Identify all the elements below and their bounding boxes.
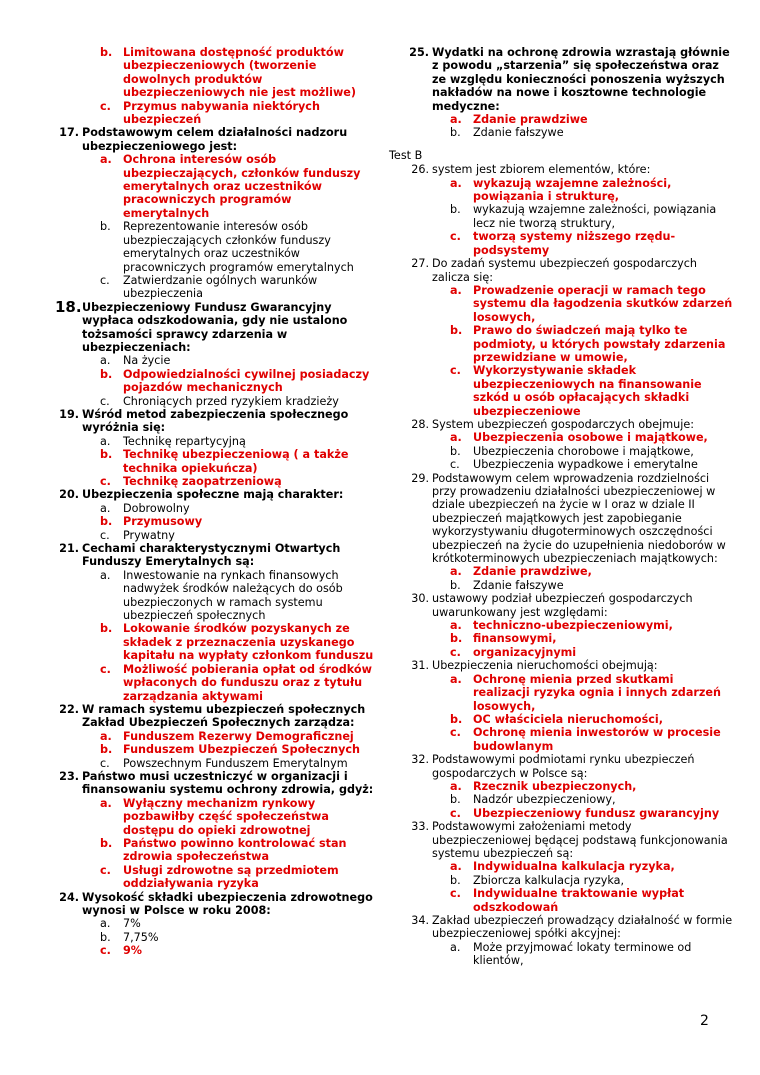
answer-option xyxy=(55,569,380,623)
question-block xyxy=(55,770,380,891)
answer-option xyxy=(389,632,734,645)
option-letter: a. xyxy=(450,779,462,793)
option-text-correct: Ochrona interesów osób ubezpieczających, członków funduszy emerytalnych oraz uczestników pracowniczych programów emerytalnych xyxy=(123,153,361,220)
option-letter: b. xyxy=(450,203,461,217)
question xyxy=(389,472,734,566)
question xyxy=(55,703,380,730)
question xyxy=(389,592,734,619)
option-letter: a. xyxy=(100,729,112,743)
option-letter: b. xyxy=(100,515,113,529)
option-text-correct: Technikę zaopatrzeniową xyxy=(123,475,282,488)
answer-option xyxy=(389,458,734,471)
option-text-correct: tworzą systemy niższego rzędu- podsystemy xyxy=(473,230,676,257)
option-text-correct: Wyłączny mechanizm rynkowy pozbawiłby część społeczeństwa dostępu do opieki zdrowotnej xyxy=(123,796,329,837)
question-text: Podstawowym celem działalności nadzoru ubezpieczeniowego jest: xyxy=(82,126,348,153)
option-letter: b. xyxy=(100,622,113,636)
answer-option xyxy=(389,565,734,578)
option-letter: c. xyxy=(450,458,460,472)
answer-option xyxy=(389,579,734,592)
answer-option xyxy=(389,673,734,713)
answer-options xyxy=(55,569,380,703)
option-text: Reprezentowanie interesów osób ubezpieczających członków funduszy emerytalnych oraz uczestników pracowniczych programów emerytalnych xyxy=(123,220,354,274)
question xyxy=(389,659,734,672)
answer-options xyxy=(389,673,734,753)
answer-option xyxy=(389,713,734,726)
option-text: Zdanie fałszywe xyxy=(473,126,564,140)
option-text-correct: Indywidualna kalkulacja ryzyka, xyxy=(473,860,675,874)
option-letter: b. xyxy=(100,448,113,462)
answer-option xyxy=(389,726,734,753)
option-text: Ubezpieczenia chorobowe i majątkowe, xyxy=(473,444,694,458)
option-text-correct: Ochronę mienia przed skutkami realizacji ryzyka ognia i innych zdarzeń losowych, xyxy=(473,672,721,713)
question-block xyxy=(389,418,734,472)
option-letter: c. xyxy=(100,273,110,287)
question xyxy=(55,891,380,918)
option-text: Inwestowanie na rynkach finansowych nadwyżek środków należących do osób ubezpieczonych w ramach systemu ubezpieczeń społecznych xyxy=(123,568,343,623)
option-letter: b. xyxy=(450,324,463,338)
question-block xyxy=(55,542,380,703)
answer-option xyxy=(389,780,734,793)
question-block xyxy=(389,257,734,418)
option-text: Chroniących przed ryzykiem kradzieży xyxy=(123,394,339,408)
answer-option xyxy=(55,529,380,542)
question xyxy=(389,163,734,176)
answer-options xyxy=(55,354,380,408)
answer-option xyxy=(55,435,380,448)
option-letter: b. xyxy=(450,126,461,140)
answer-option xyxy=(55,475,380,488)
option-text-correct: Państwo powinno kontrolować stan zdrowia społeczeństwa xyxy=(123,836,347,864)
option-text-correct: Funduszem Ubezpieczeń Społecznych xyxy=(123,743,360,757)
question-number: 32. xyxy=(411,753,429,767)
option-letter: c. xyxy=(450,887,461,901)
question-number: 34. xyxy=(411,914,429,927)
answer-options xyxy=(55,917,380,957)
question-number: 24. xyxy=(59,890,79,904)
answer-option xyxy=(55,730,380,743)
question-block xyxy=(55,126,380,300)
option-text-correct: Technikę ubezpieczeniową ( a także technika opiekuńcza) xyxy=(123,448,349,475)
option-text-correct: 9% xyxy=(123,944,142,958)
answer-option xyxy=(55,220,380,274)
option-letter: b. xyxy=(450,578,461,592)
option-letter: b. xyxy=(450,712,463,726)
option-letter: a. xyxy=(100,501,111,515)
option-text-correct: organizacyjnymi xyxy=(473,645,577,659)
question xyxy=(55,488,380,501)
answer-option xyxy=(389,364,734,418)
question xyxy=(389,753,734,780)
option-text-correct: Odpowiedzialności cywilnej posiadaczy pojazdów mechanicznych xyxy=(123,367,370,395)
option-text-correct: finansowymi, xyxy=(473,632,557,646)
answer-options xyxy=(389,565,734,592)
answer-option xyxy=(55,663,380,703)
answer-option xyxy=(389,807,734,820)
option-letter: c. xyxy=(450,806,461,820)
option-text: wykazują wzajemne zależności, powiązania lecz nie tworzą struktury, xyxy=(473,203,717,230)
option-text-correct: wykazują wzajemne zależności, powiązania i strukturę, xyxy=(473,176,672,204)
question-text: Wydatki na ochronę zdrowia wzrastają głównie z powodu „starzenia” się społeczeństwa oraz ze względu konieczności ponoszenia wyższych nakładów na nowe i kosztowne technologie medyczne: xyxy=(432,46,730,113)
option-letter: a. xyxy=(450,565,462,579)
answer-option xyxy=(389,113,734,126)
question xyxy=(389,46,734,113)
question-block xyxy=(55,891,380,958)
answer-option xyxy=(389,431,734,444)
answer-option xyxy=(55,837,380,864)
option-text-correct: OC właściciela nieruchomości, xyxy=(473,712,663,726)
question-text: Ubezpieczeniowy Fundusz Gwarancyjny wypłaca odszkodowania, gdy nie ustalono tożsamości sprawcy zdarzenia w ubezpieczeniach: xyxy=(82,300,348,354)
option-text-correct: Ochronę mienia inwestorów w procesie budowlanym xyxy=(473,726,721,753)
question-block xyxy=(389,914,734,968)
answer-option xyxy=(55,354,380,367)
answer-options xyxy=(389,113,734,140)
question-number: 26. xyxy=(411,163,429,177)
question-text: Cechami charakterystycznymi Otwartych Funduszy Emerytalnych są: xyxy=(82,542,341,569)
question-number: 22. xyxy=(59,702,79,716)
answer-option xyxy=(55,515,380,528)
option-letter: c. xyxy=(100,394,110,408)
option-letter: c. xyxy=(450,726,461,740)
answer-options xyxy=(389,860,734,914)
option-letter: b. xyxy=(450,793,461,807)
question-text: Ubezpieczenia nieruchomości obejmują: xyxy=(432,659,658,673)
option-letter: c. xyxy=(450,364,461,378)
option-text: Powszechnym Funduszem Emerytalnym xyxy=(123,756,348,770)
option-text-correct: Przymusowy xyxy=(123,515,203,529)
option-text-correct: Ubezpieczeniowy fundusz gwarancyjny xyxy=(473,806,720,820)
option-letter: b. xyxy=(450,873,461,887)
answer-option xyxy=(389,793,734,806)
question-number: 20. xyxy=(59,488,79,502)
option-text: Zdanie fałszywe xyxy=(473,578,564,592)
question-number: 23. xyxy=(59,769,79,783)
option-letter: c. xyxy=(100,475,111,488)
answer-options xyxy=(389,177,734,257)
answer-option xyxy=(55,757,380,770)
question-number: 29. xyxy=(411,471,429,485)
option-letter: b. xyxy=(100,220,111,234)
question xyxy=(55,542,380,569)
answer-option xyxy=(55,622,380,662)
answer-option xyxy=(389,874,734,887)
question-number: 31. xyxy=(411,659,429,673)
option-text-correct: Prowadzenie operacji w ramach tego systemu dla łagodzenia skutków zdarzeń losowych, xyxy=(473,283,733,324)
answer-option xyxy=(389,230,734,257)
answer-option xyxy=(389,177,734,204)
question-text: Podstawowymi podmiotami rynku ubezpieczeń gospodarczych w Polsce są: xyxy=(432,753,695,780)
answer-option xyxy=(389,284,734,324)
question xyxy=(389,418,734,431)
question xyxy=(55,126,380,153)
option-text-correct: Zdanie prawdziwe, xyxy=(473,565,592,579)
question-block xyxy=(55,297,380,408)
answer-option xyxy=(389,324,734,364)
question-number: 25. xyxy=(409,46,429,59)
question-number: 18. xyxy=(55,297,82,316)
question xyxy=(389,257,734,284)
option-text: Nadzór ubezpieczeniowy, xyxy=(473,793,616,807)
answer-options xyxy=(389,941,734,968)
question xyxy=(55,770,380,797)
question-text: Wysokość składki ubezpieczenia zdrowotnego wynosi w Polsce w roku 2008: xyxy=(82,890,373,917)
answer-options xyxy=(55,797,380,891)
option-letter: a. xyxy=(450,860,462,874)
question-block xyxy=(389,820,734,914)
question-number: 28. xyxy=(411,417,429,431)
question-block xyxy=(389,46,734,140)
option-letter: c. xyxy=(450,645,461,659)
option-letter: c. xyxy=(100,863,111,877)
option-text-correct: Rzecznik ubezpieczonych, xyxy=(473,779,637,793)
option-letter: b. xyxy=(100,46,113,59)
answer-option xyxy=(389,619,734,632)
answer-options xyxy=(55,502,380,542)
option-letter: b. xyxy=(100,930,111,944)
option-letter: a. xyxy=(450,176,462,190)
option-letter: b. xyxy=(100,836,113,850)
option-letter: a. xyxy=(100,354,111,368)
answer-options xyxy=(55,153,380,300)
option-text: Zbiorcza kalkulacja ryzyka, xyxy=(473,873,625,887)
option-letter: a. xyxy=(100,153,112,167)
question-number: 33. xyxy=(411,820,429,834)
question xyxy=(389,820,734,860)
option-letter: c. xyxy=(100,756,110,770)
answer-option xyxy=(55,797,380,837)
question-text: system jest zbiorem elementów, które: xyxy=(432,163,651,177)
option-text: Może przyjmować lokaty terminowe od klientów, xyxy=(473,940,692,968)
question xyxy=(55,297,380,355)
option-text-correct: Zdanie prawdziwe xyxy=(473,113,588,127)
option-text: Zatwierdzanie ogólnych warunków ubezpieczenia xyxy=(123,273,318,301)
section-heading: Test B xyxy=(389,148,423,162)
answer-options xyxy=(389,431,734,471)
option-text: Na życie xyxy=(123,354,171,368)
question-block xyxy=(55,488,380,542)
question-number: 17. xyxy=(59,126,79,140)
right-column xyxy=(389,46,734,968)
answer-options xyxy=(55,435,380,489)
answer-option xyxy=(55,931,380,944)
question-text: Podstawowymi założeniami metody ubezpieczeniowej będącej podstawą funkcjonowania systemu ubezpieczeń są: xyxy=(432,820,728,860)
option-text-correct: Funduszem Rezerwy Demograficznej xyxy=(123,729,354,743)
option-text: 7% xyxy=(123,917,141,931)
answer-option xyxy=(55,46,380,100)
answer-option xyxy=(55,153,380,220)
question-block xyxy=(389,592,734,659)
page-number: 2 xyxy=(700,1013,709,1029)
option-letter: a. xyxy=(100,568,111,582)
answer-options xyxy=(389,284,734,418)
question-block xyxy=(389,659,734,753)
option-text-correct: Prawo do świadczeń mają tylko te podmioty, u których powstały zdarzenia przewidziane w umowie, xyxy=(473,324,726,364)
question-text: Zakład ubezpieczeń prowadzący działalność w formie ubezpieczeniowej spółki akcyjnej: xyxy=(432,914,733,941)
answer-option xyxy=(55,917,380,930)
answer-option xyxy=(389,126,734,139)
option-letter: a. xyxy=(100,917,111,931)
option-text-correct: Możliwość pobierania opłat od środków wpłaconych do funduszu oraz z tytułu zarządzania aktywami xyxy=(123,662,372,703)
question-block xyxy=(389,753,734,820)
answer-options xyxy=(389,619,734,659)
option-letter: a. xyxy=(450,940,461,954)
question-text: Wśród metod zabezpieczenia społecznego wyróżnia się: xyxy=(82,407,349,435)
option-text: 7,75% xyxy=(123,930,159,944)
option-text-correct: Wykorzystywanie składek ubezpieczeniowych na finansowanie szkód u osób opłacających składki ubezpieczeniowe xyxy=(473,364,702,418)
question-number: 21. xyxy=(59,542,79,556)
option-letter: a. xyxy=(450,283,462,297)
option-text-correct: Usługi zdrowotne są przedmiotem oddziaływania ryzyka xyxy=(123,863,339,891)
answer-options xyxy=(55,46,380,126)
option-letter: b. xyxy=(450,632,463,646)
question-number: 30. xyxy=(411,592,429,606)
answer-option xyxy=(55,368,380,395)
answer-option xyxy=(55,100,380,127)
answer-option xyxy=(55,502,380,515)
answer-option xyxy=(55,395,380,408)
option-letter: c. xyxy=(100,528,110,542)
left-column xyxy=(55,46,380,958)
question-block xyxy=(55,408,380,488)
option-text-correct: techniczno-ubezpieczeniowymi, xyxy=(473,619,673,633)
question-text: Podstawowym celem wprowadzenia rozdzielności przy prowadzeniu działalności ubezpieczeniowej w dziale ubezpieczeń na życie w I oraz w dziale II ubezpieczeń majątkowych jest zapobieganie wykorzystywaniu długoterminowych oszczędności ubezpieczeń na życie do uzupełnienia niedoborów w krótkoterminowych ubezpieczeniach majątkowych: xyxy=(432,471,726,566)
answer-option xyxy=(55,448,380,475)
question-block xyxy=(389,472,734,593)
question xyxy=(55,408,380,435)
answer-option xyxy=(55,743,380,756)
question-block xyxy=(389,163,734,257)
question-text: Ubezpieczenia społeczne mają charakter: xyxy=(82,488,344,502)
option-letter: a. xyxy=(450,672,462,686)
answer-options xyxy=(389,780,734,820)
question xyxy=(389,914,734,941)
question-text: W ramach systemu ubezpieczeń społecznych Zakład Ubezpieczeń Społecznych zarządza: xyxy=(82,702,366,730)
option-letter: a. xyxy=(450,113,462,127)
option-letter: c. xyxy=(100,99,111,113)
question-number: 19. xyxy=(59,407,79,421)
option-text: Ubezpieczenia wypadkowe i emerytalne xyxy=(473,458,698,472)
option-letter: c. xyxy=(100,662,111,676)
option-letter: b. xyxy=(100,743,113,757)
answer-option xyxy=(55,944,380,957)
option-letter: b. xyxy=(450,444,461,458)
answer-option xyxy=(55,864,380,891)
option-letter: b. xyxy=(100,367,113,381)
option-text-correct: Przymus nabywania niektórych ubezpieczeń xyxy=(123,99,320,127)
answer-option xyxy=(389,646,734,659)
option-letter: a. xyxy=(100,796,112,810)
answer-options xyxy=(55,730,380,770)
question-number: 27. xyxy=(411,257,429,271)
question-text: Państwo musi uczestniczyć w organizacji i finansowaniu systemu ochrony zdrowia, gdyż: xyxy=(82,769,374,797)
option-text: Dobrowolny xyxy=(123,501,190,515)
option-letter: a. xyxy=(100,434,111,448)
option-text-correct: Lokowanie środków pozyskanych ze składek z przeznaczenia uzyskanego kapitału na wypłaty członkom funduszu xyxy=(123,622,374,663)
answer-option xyxy=(389,941,734,968)
question-block xyxy=(55,703,380,770)
option-text: Prywatny xyxy=(123,528,175,542)
option-letter: c. xyxy=(100,944,111,958)
answer-option xyxy=(389,203,734,230)
option-text-correct: Indywidualne traktowanie wypłat odszkodowań xyxy=(473,887,685,914)
option-letter: a. xyxy=(450,619,462,633)
option-text-correct: Limitowana dostępność produktów ubezpieczeniowych (tworzenie dowolnych produktów ubezpieczeniowych nie jest możliwe) xyxy=(123,46,357,100)
answer-option xyxy=(55,274,380,301)
answer-option xyxy=(389,887,734,914)
answer-option xyxy=(389,860,734,873)
question-text: Do zadań systemu ubezpieczeń gospodarczych zalicza się: xyxy=(432,257,697,284)
option-text-correct: Ubezpieczenia osobowe i majątkowe, xyxy=(473,431,708,445)
option-letter: a. xyxy=(450,431,462,445)
option-text: Technikę repartycyjną xyxy=(123,434,246,448)
question-text: System ubezpieczeń gospodarczych obejmuje: xyxy=(432,417,695,431)
option-letter: c. xyxy=(450,230,461,244)
question-text: ustawowy podział ubezpieczeń gospodarczych uwarunkowany jest względami: xyxy=(432,592,693,619)
answer-option xyxy=(389,445,734,458)
